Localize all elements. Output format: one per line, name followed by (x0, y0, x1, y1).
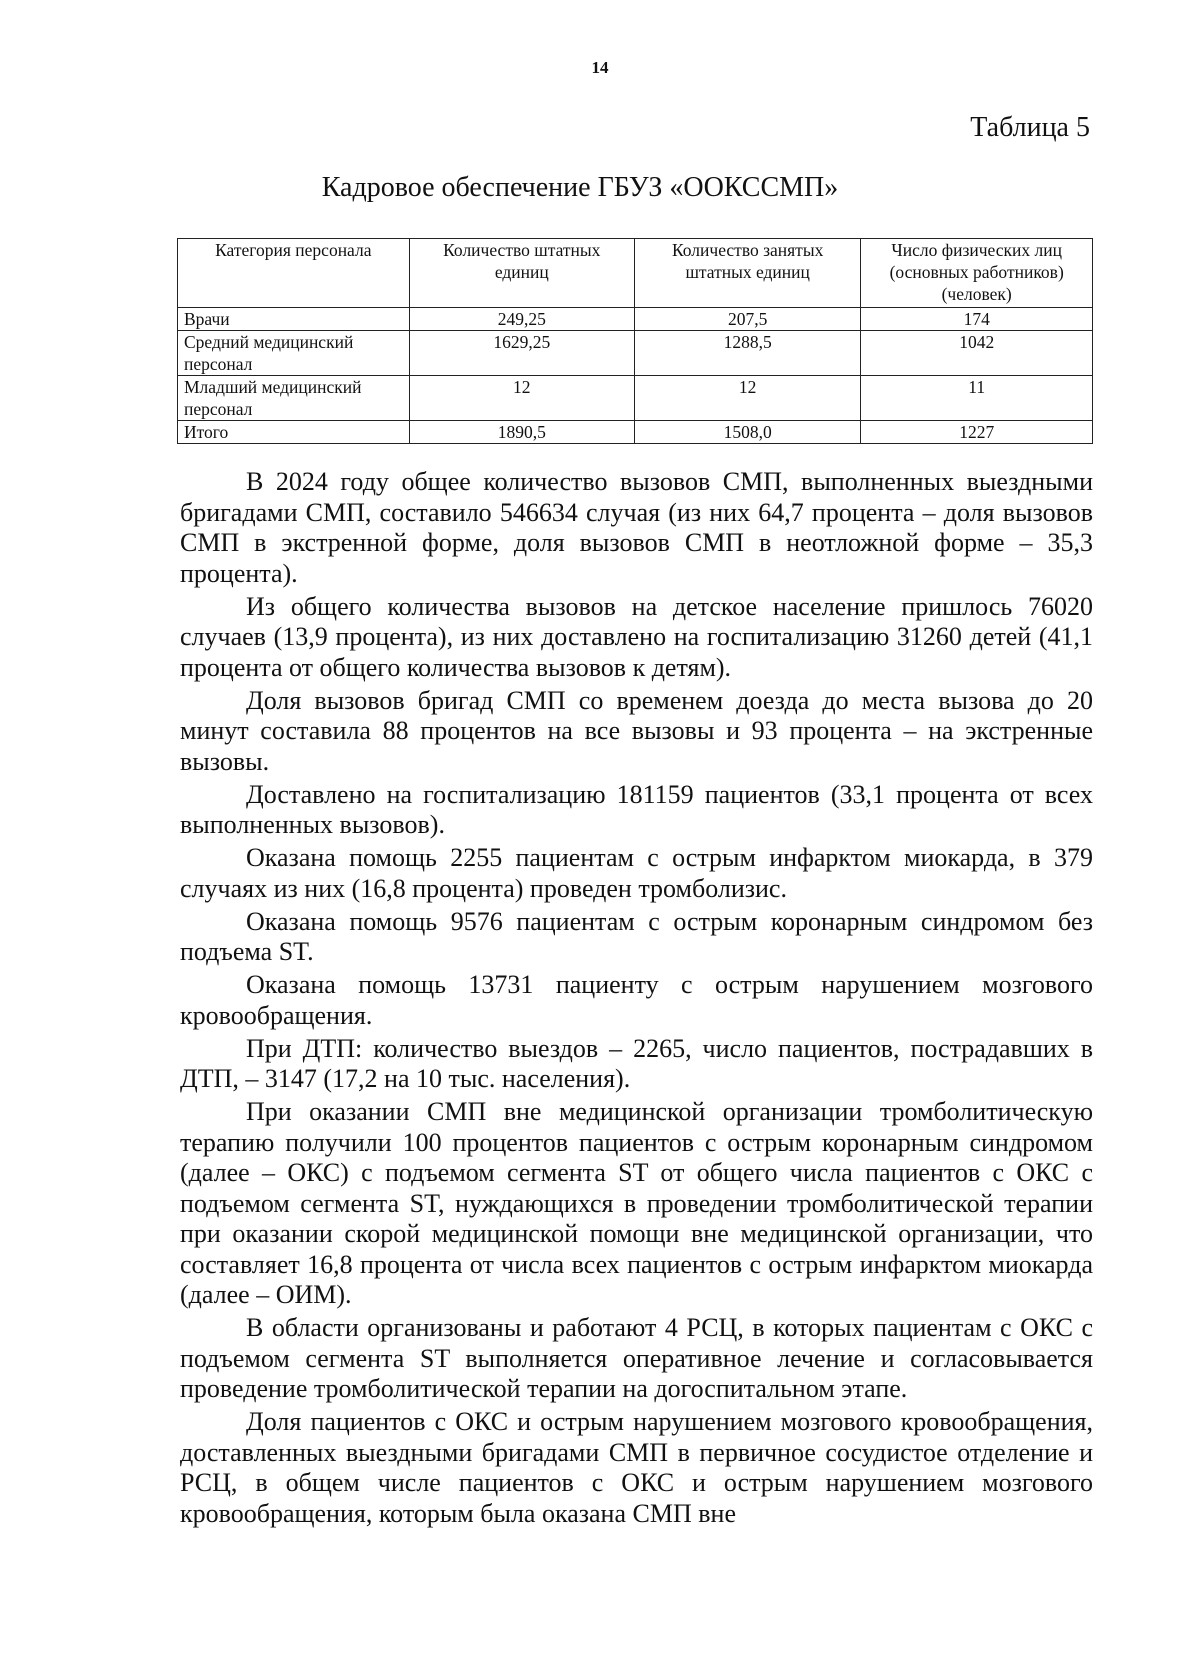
table-cell: 12 (409, 376, 634, 421)
table-cell: 1288,5 (634, 331, 860, 376)
paragraph: Оказана помощь 9576 пациентам с острым коронарным синдромом без подъема ST. (180, 906, 1093, 966)
table-row (178, 308, 1093, 331)
header-category: Категория персонала (178, 239, 410, 308)
paragraph: Доля вызовов бригад СМП со временем доезда до места вызова до 20 минут составила 88 процентов на все вызовы и 93 процента – на экстренные вызовы. (180, 685, 1093, 776)
table-cell: 12 (634, 376, 860, 421)
header-occupied-units: Количество занятых штатных единиц (634, 239, 860, 308)
table-cell: 11 (861, 376, 1093, 421)
staffing-table (177, 238, 1093, 444)
table-row-total (178, 421, 1093, 444)
table-title: Кадровое обеспечение ГБУЗ «ООКССМП» (321, 172, 839, 203)
table-cell: Итого (178, 421, 410, 444)
paragraph: Оказана помощь 13731 пациенту с острым нарушением мозгового кровообращения. (180, 970, 1093, 1030)
table-cell: 207,5 (634, 308, 860, 331)
paragraph: В области организованы и работают 4 РСЦ, в которых пациентам с ОКС с подъемом сегмента ST выполняется оперативное лечение и согласовывается проведение тромболитической терапии на догоспитальном этапе. (180, 1313, 1093, 1403)
table-cell: Младший медицинский персонал (178, 376, 410, 421)
paragraph: Оказана помощь 2255 пациентам с острым инфарктом миокарда, в 379 случаях из них (16,8 процента) проведен тромболизис. (180, 843, 1093, 903)
table-cell: 1629,25 (409, 331, 634, 376)
paragraph: Доля пациентов с ОКС и острым нарушением мозгового кровообращения, доставленных выездными бригадами СМП в первичное сосудистое отделение и РСЦ, в общем числе пациентов с ОКС и острым нарушением мозгового кровообращения, которым была оказана СМП вне (180, 1407, 1093, 1528)
paragraph: В 2024 году общее количество вызовов СМП, выполненных выездными бригадами СМП, составило 546634 случая (из них 64,7 процента – доля вызовов СМП в экстренной форме, доля вызовов СМП в неотложной форме – 35,3 процента). (180, 467, 1093, 588)
table-header-row (178, 239, 1093, 308)
table-cell: 1508,0 (634, 421, 860, 444)
table-cell: 1227 (861, 421, 1093, 444)
paragraph: Доставлено на госпитализацию 181159 пациентов (33,1 процента от всех выполненных вызовов). (180, 779, 1093, 839)
paragraph: При оказании СМП вне медицинской организации тромболитическую терапию получили 100 процентов пациентов с острым коронарным синдромом (далее – ОКС) с подъемом сегмента ST от общего числа пациентов с ОКС с подъемом сегмента ST, нуждающихся в проведении тромболитической терапии при оказании скорой медицинской помощи вне медицинской организации, что составляет 16,8 процента от числа всех пациентов с острым инфарктом миокарда (далее – ОИМ). (180, 1097, 1093, 1309)
table-cell: 249,25 (409, 308, 634, 331)
header-staff-units: Количество штатных единиц (409, 239, 634, 308)
table-cell: 1890,5 (409, 421, 634, 444)
table-cell: Врачи (178, 308, 410, 331)
table-label: Таблица 5 (970, 112, 1090, 143)
table-row (178, 331, 1093, 376)
table-cell: 174 (861, 308, 1093, 331)
header-individuals: Число физических лиц (основных работников) (человек) (861, 239, 1093, 308)
page-number: 14 (591, 58, 609, 77)
body-text (180, 467, 1093, 1532)
table-cell: Средний медицинский персонал (178, 331, 410, 376)
table-row (178, 376, 1093, 421)
paragraph: При ДТП: количество выездов – 2265, число пациентов, пострадавших в ДТП, – 3147 (17,2 на 10 тыс. населения). (180, 1033, 1093, 1093)
table-cell: 1042 (861, 331, 1093, 376)
paragraph: Из общего количества вызовов на детское население пришлось 76020 случаев (13,9 процента), из них доставлено на госпитализацию 31260 детей (41,1 процента от общего количества вызовов к детям). (180, 591, 1093, 682)
